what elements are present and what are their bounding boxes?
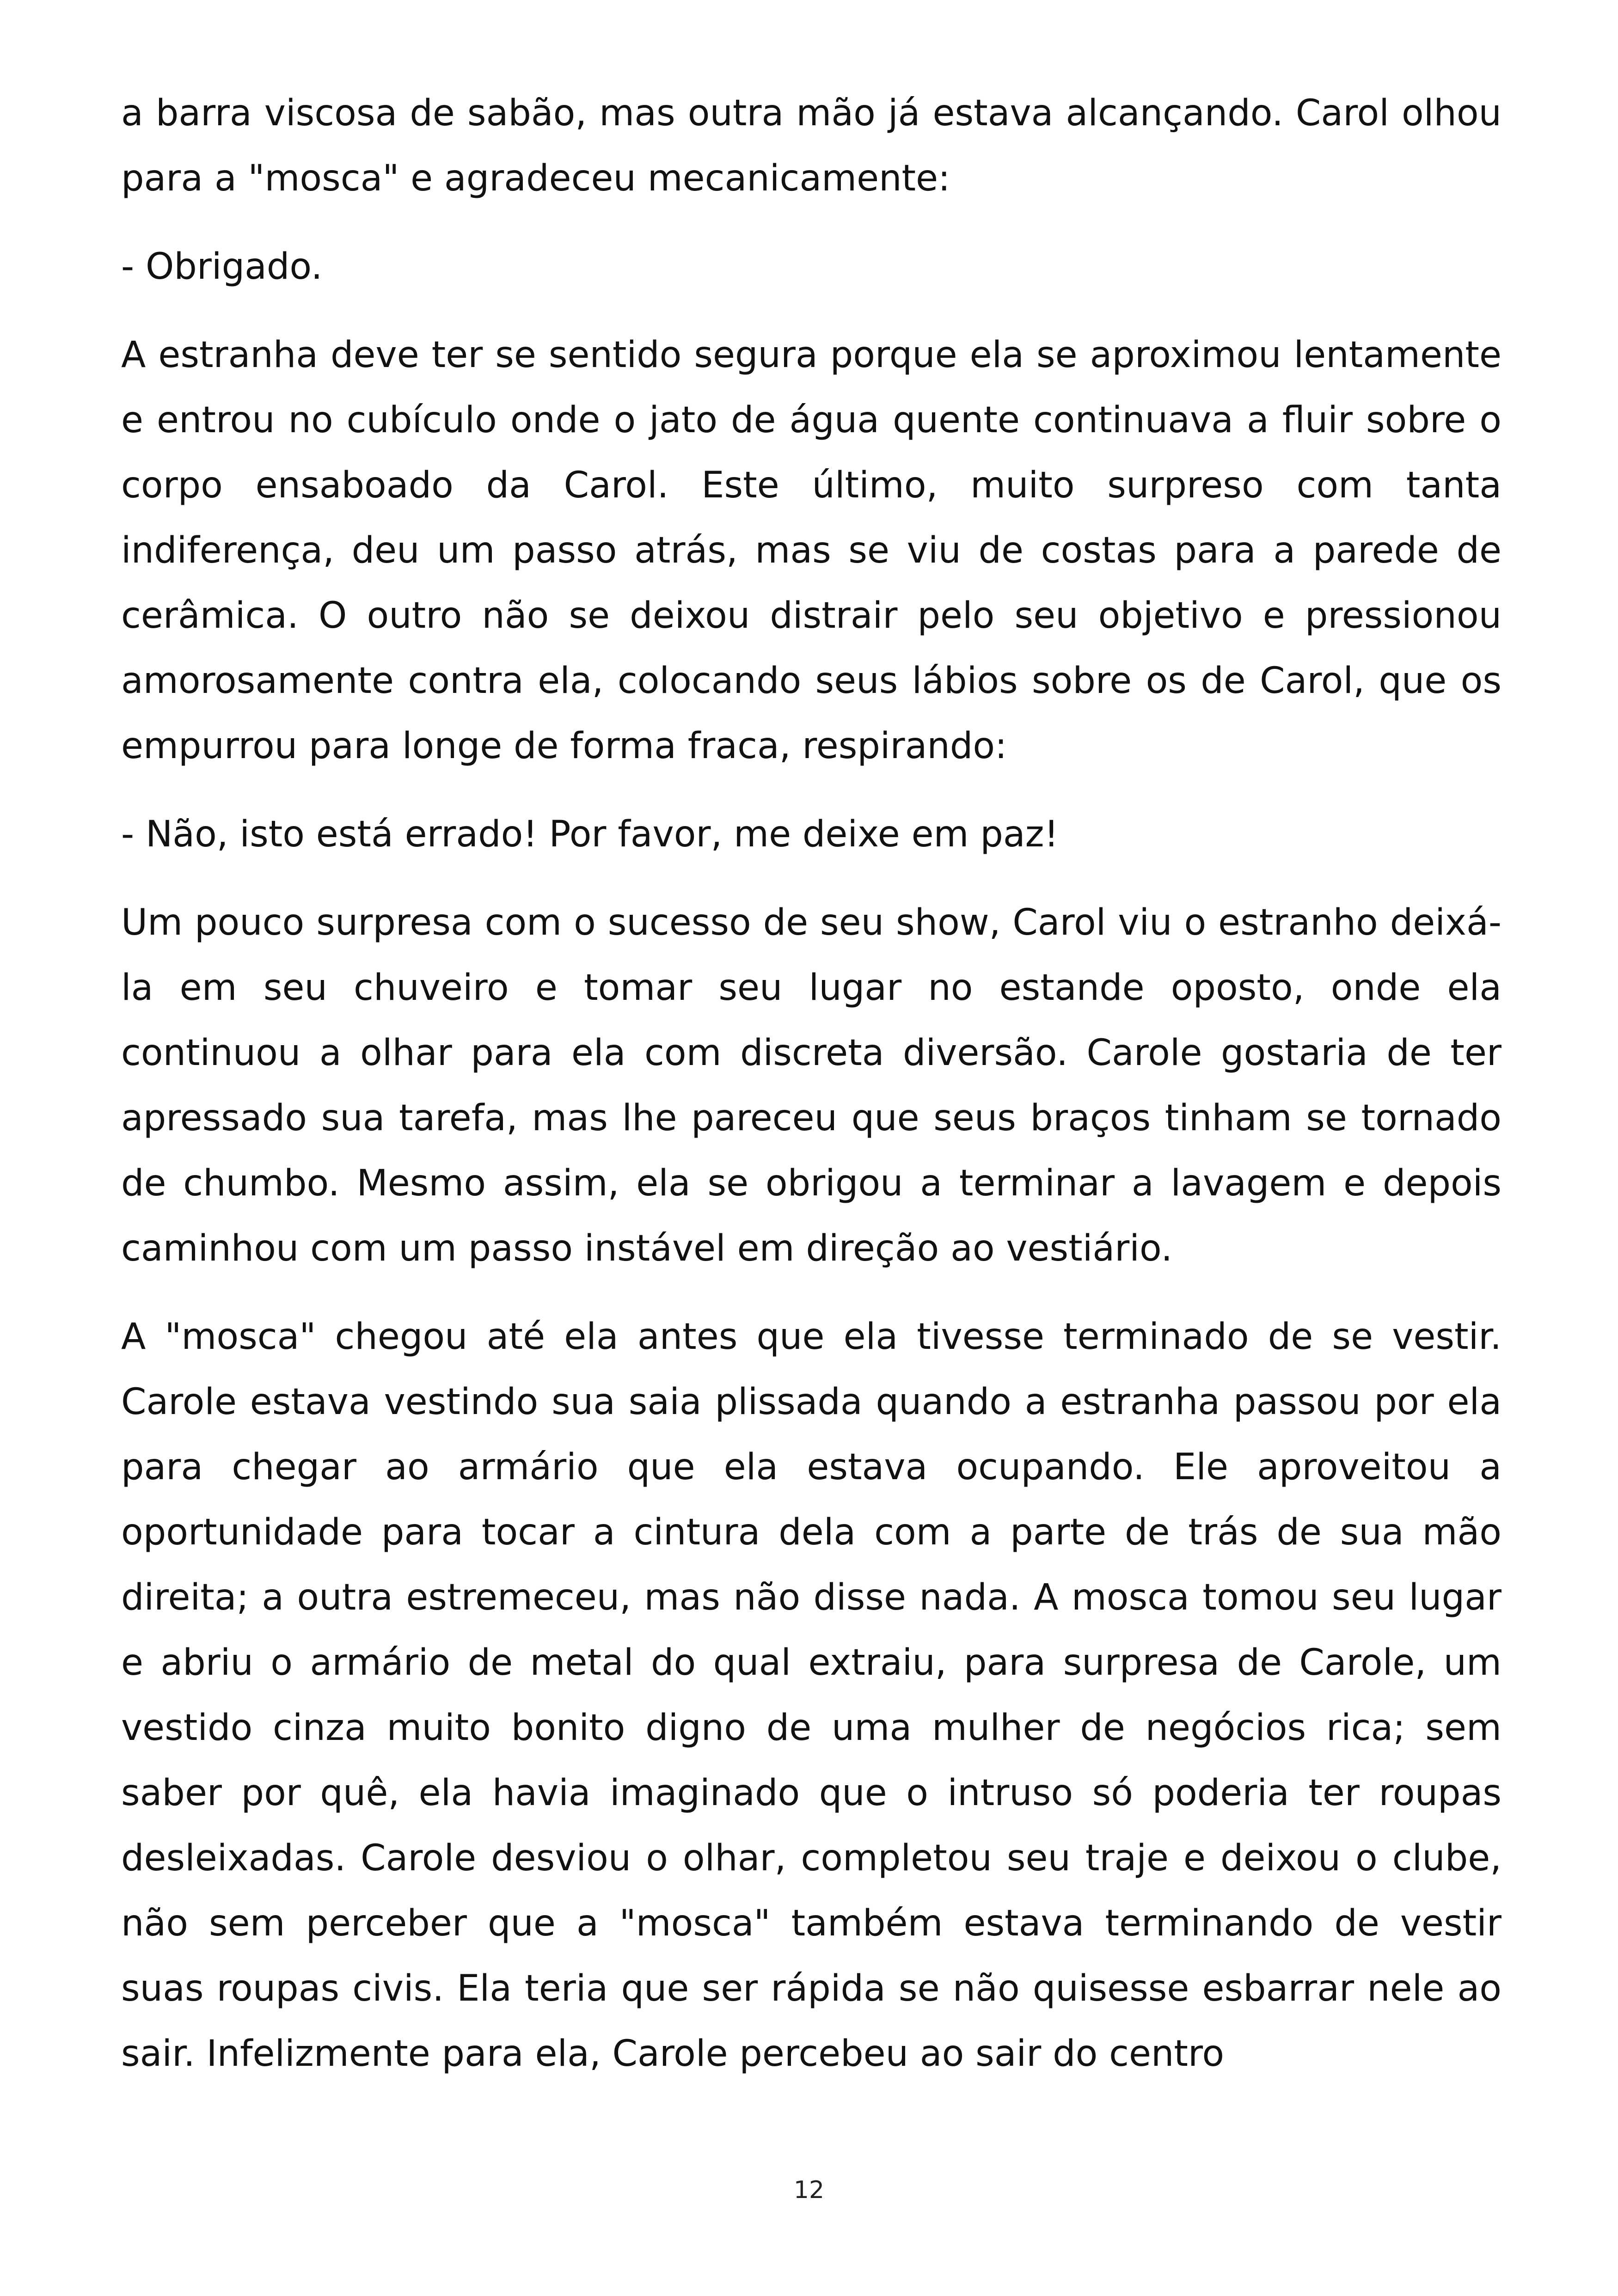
paragraph-1: a barra viscosa de sabão, mas outra mão já estava alcançando. Carol olhou para a "mosca" e agradeceu mecanicamente: bbox=[121, 92, 1502, 199]
body-text bbox=[121, 81, 1502, 2110]
paragraph-3: A estranha deve ter se sentido segura porque ela se aproximou lentamente e entrou no cubículo onde o jato de água quente continuava a fluir sobre o corpo ensaboado da Carol. Este último, muito surpreso com tanta indiferença, deu um passo atrás, mas se viu de costas para a parede de cerâmica. O outro não se deixou distrair pelo seu objetivo e pressionou amorosamente contra ela, colocando seus lábios sobre os de Carol, que os empurrou para longe de forma fraca, respirando: bbox=[121, 334, 1502, 767]
paragraph-5: Um pouco surpresa com o sucesso de seu show, Carol viu o estranho deixá-la em seu chuveiro e tomar seu lugar no estande oposto, onde ela continuou a olhar para ela com discreta diversão. Carole gostaria de ter apressado sua tarefa, mas lhe pareceu que seus braços tinham se tornado de chumbo. Mesmo assim, ela se obrigou a terminar a lavagem e depois caminhou com um passo instável em direção ao vestiário. bbox=[121, 902, 1502, 1269]
paragraph-2-dialogue: - Obrigado. bbox=[121, 246, 323, 288]
page-number: 12 bbox=[793, 2176, 825, 2204]
paragraph-6: A "mosca" chegou até ela antes que ela tivesse terminado de se vestir. Carole estava vestindo sua saia plissada quando a estranha passou por ela para chegar ao armário que ela estava ocupando. Ele aproveitou a oportunidade para tocar a cintura dela com a parte de trás de sua mão direita; a outra estremeceu, mas não disse nada. A mosca tomou seu lugar e abriu o armário de metal do qual extraiu, para surpresa de Carole, um vestido cinza muito bonito digno de uma mulher de negócios rica; sem saber por quê, ela havia imaginado que o intruso só poderia ter roupas desleixadas. Carole desviou o olhar, completou seu traje e deixou o clube, não sem perceber que a "mosca" também estava terminando de vestir suas roupas civis. Ela teria que ser rápida se não quisesse esbarrar nele ao sair. Infelizmente para ela, Carole percebeu ao sair do centro bbox=[121, 1316, 1502, 2075]
paragraph-4-dialogue: - Não, isto está errado! Por favor, me deixe em paz! bbox=[121, 814, 1059, 855]
